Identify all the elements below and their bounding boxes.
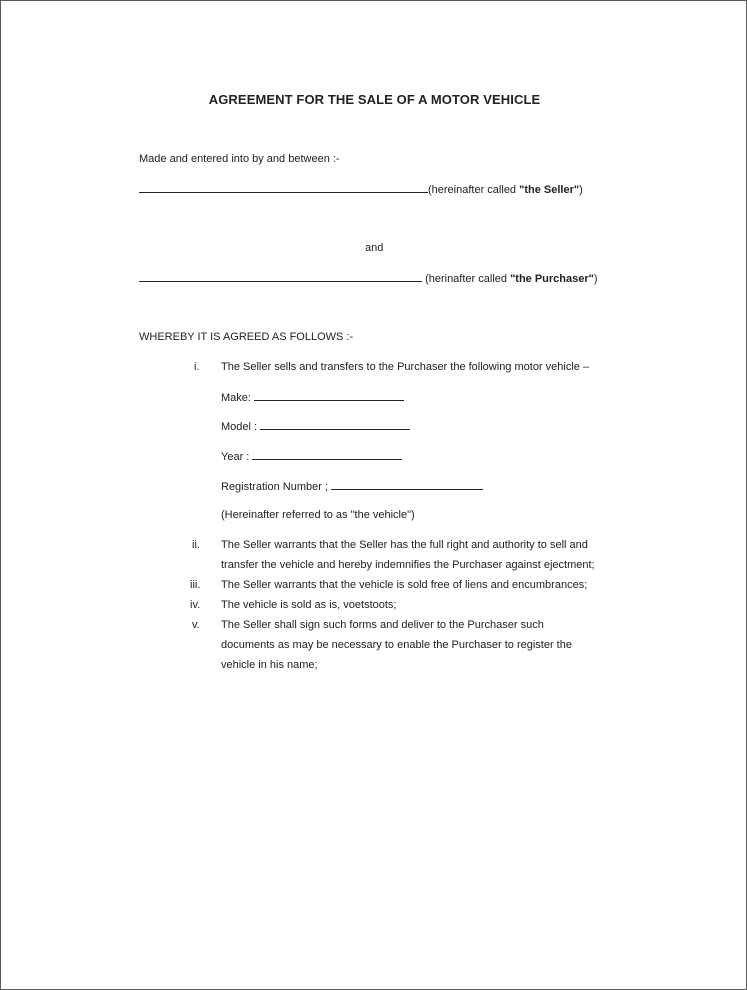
clause-ii-line2: transfer the vehicle and hereby indemnifies the Purchaser against ejectment; xyxy=(221,559,595,571)
seller-blank xyxy=(139,182,428,193)
make-field xyxy=(221,390,404,405)
year-blank xyxy=(252,449,402,460)
clause-iii-number: iii. xyxy=(190,579,201,591)
seller-prefix: (hereinafter called xyxy=(428,184,520,196)
registration-blank xyxy=(331,479,483,490)
model-label: Model : xyxy=(221,421,258,433)
clause-i-text: The Seller sells and transfers to the Purchaser the following motor vehicle – xyxy=(221,361,590,373)
clause-i-number: i. xyxy=(194,361,200,373)
purchaser-blank xyxy=(139,271,422,282)
clause-v-line1: The Seller shall sign such forms and deliver to the Purchaser such xyxy=(221,619,544,631)
vehicle-note: (Hereinafter referred to as "the vehicle") xyxy=(221,509,415,521)
clause-iv-number: iv. xyxy=(190,599,201,611)
purchaser-term: "the Purchaser" xyxy=(510,273,594,285)
clause-v-line2: documents as may be necessary to enable the Purchaser to register the xyxy=(221,639,572,651)
model-blank xyxy=(260,419,410,430)
seller-term: "the Seller" xyxy=(519,184,580,196)
clause-v-number: v. xyxy=(192,619,200,631)
whereby-heading: WHEREBY IT IS AGREED AS FOLLOWS :- xyxy=(139,331,354,343)
purchaser-line xyxy=(139,271,598,286)
clause-iv-text: The vehicle is sold as is, voetstoots; xyxy=(221,599,397,611)
clause-ii-number: ii. xyxy=(192,539,200,551)
year-field xyxy=(221,449,402,464)
make-label: Make: xyxy=(221,392,251,404)
document-title: AGREEMENT FOR THE SALE OF A MOTOR VEHICLE xyxy=(208,92,541,107)
intro-text: Made and entered into by and between :- xyxy=(139,153,340,165)
purchaser-prefix: (herinafter called xyxy=(425,273,511,285)
make-blank xyxy=(254,390,404,401)
clause-ii-line1: The Seller warrants that the Seller has the full right and authority to sell and xyxy=(221,539,588,551)
purchaser-suffix: ) xyxy=(593,273,598,285)
registration-field xyxy=(221,479,483,494)
registration-label: Registration Number ; xyxy=(221,481,328,493)
year-label: Year : xyxy=(221,451,250,463)
clause-v-line3: vehicle in his name; xyxy=(221,659,318,671)
and-text: and xyxy=(365,242,384,254)
clause-iii-text: The Seller warrants that the vehicle is sold free of liens and encumbrances; xyxy=(221,579,588,591)
model-field xyxy=(221,419,410,434)
seller-line xyxy=(139,182,583,197)
seller-suffix: ) xyxy=(579,184,583,196)
